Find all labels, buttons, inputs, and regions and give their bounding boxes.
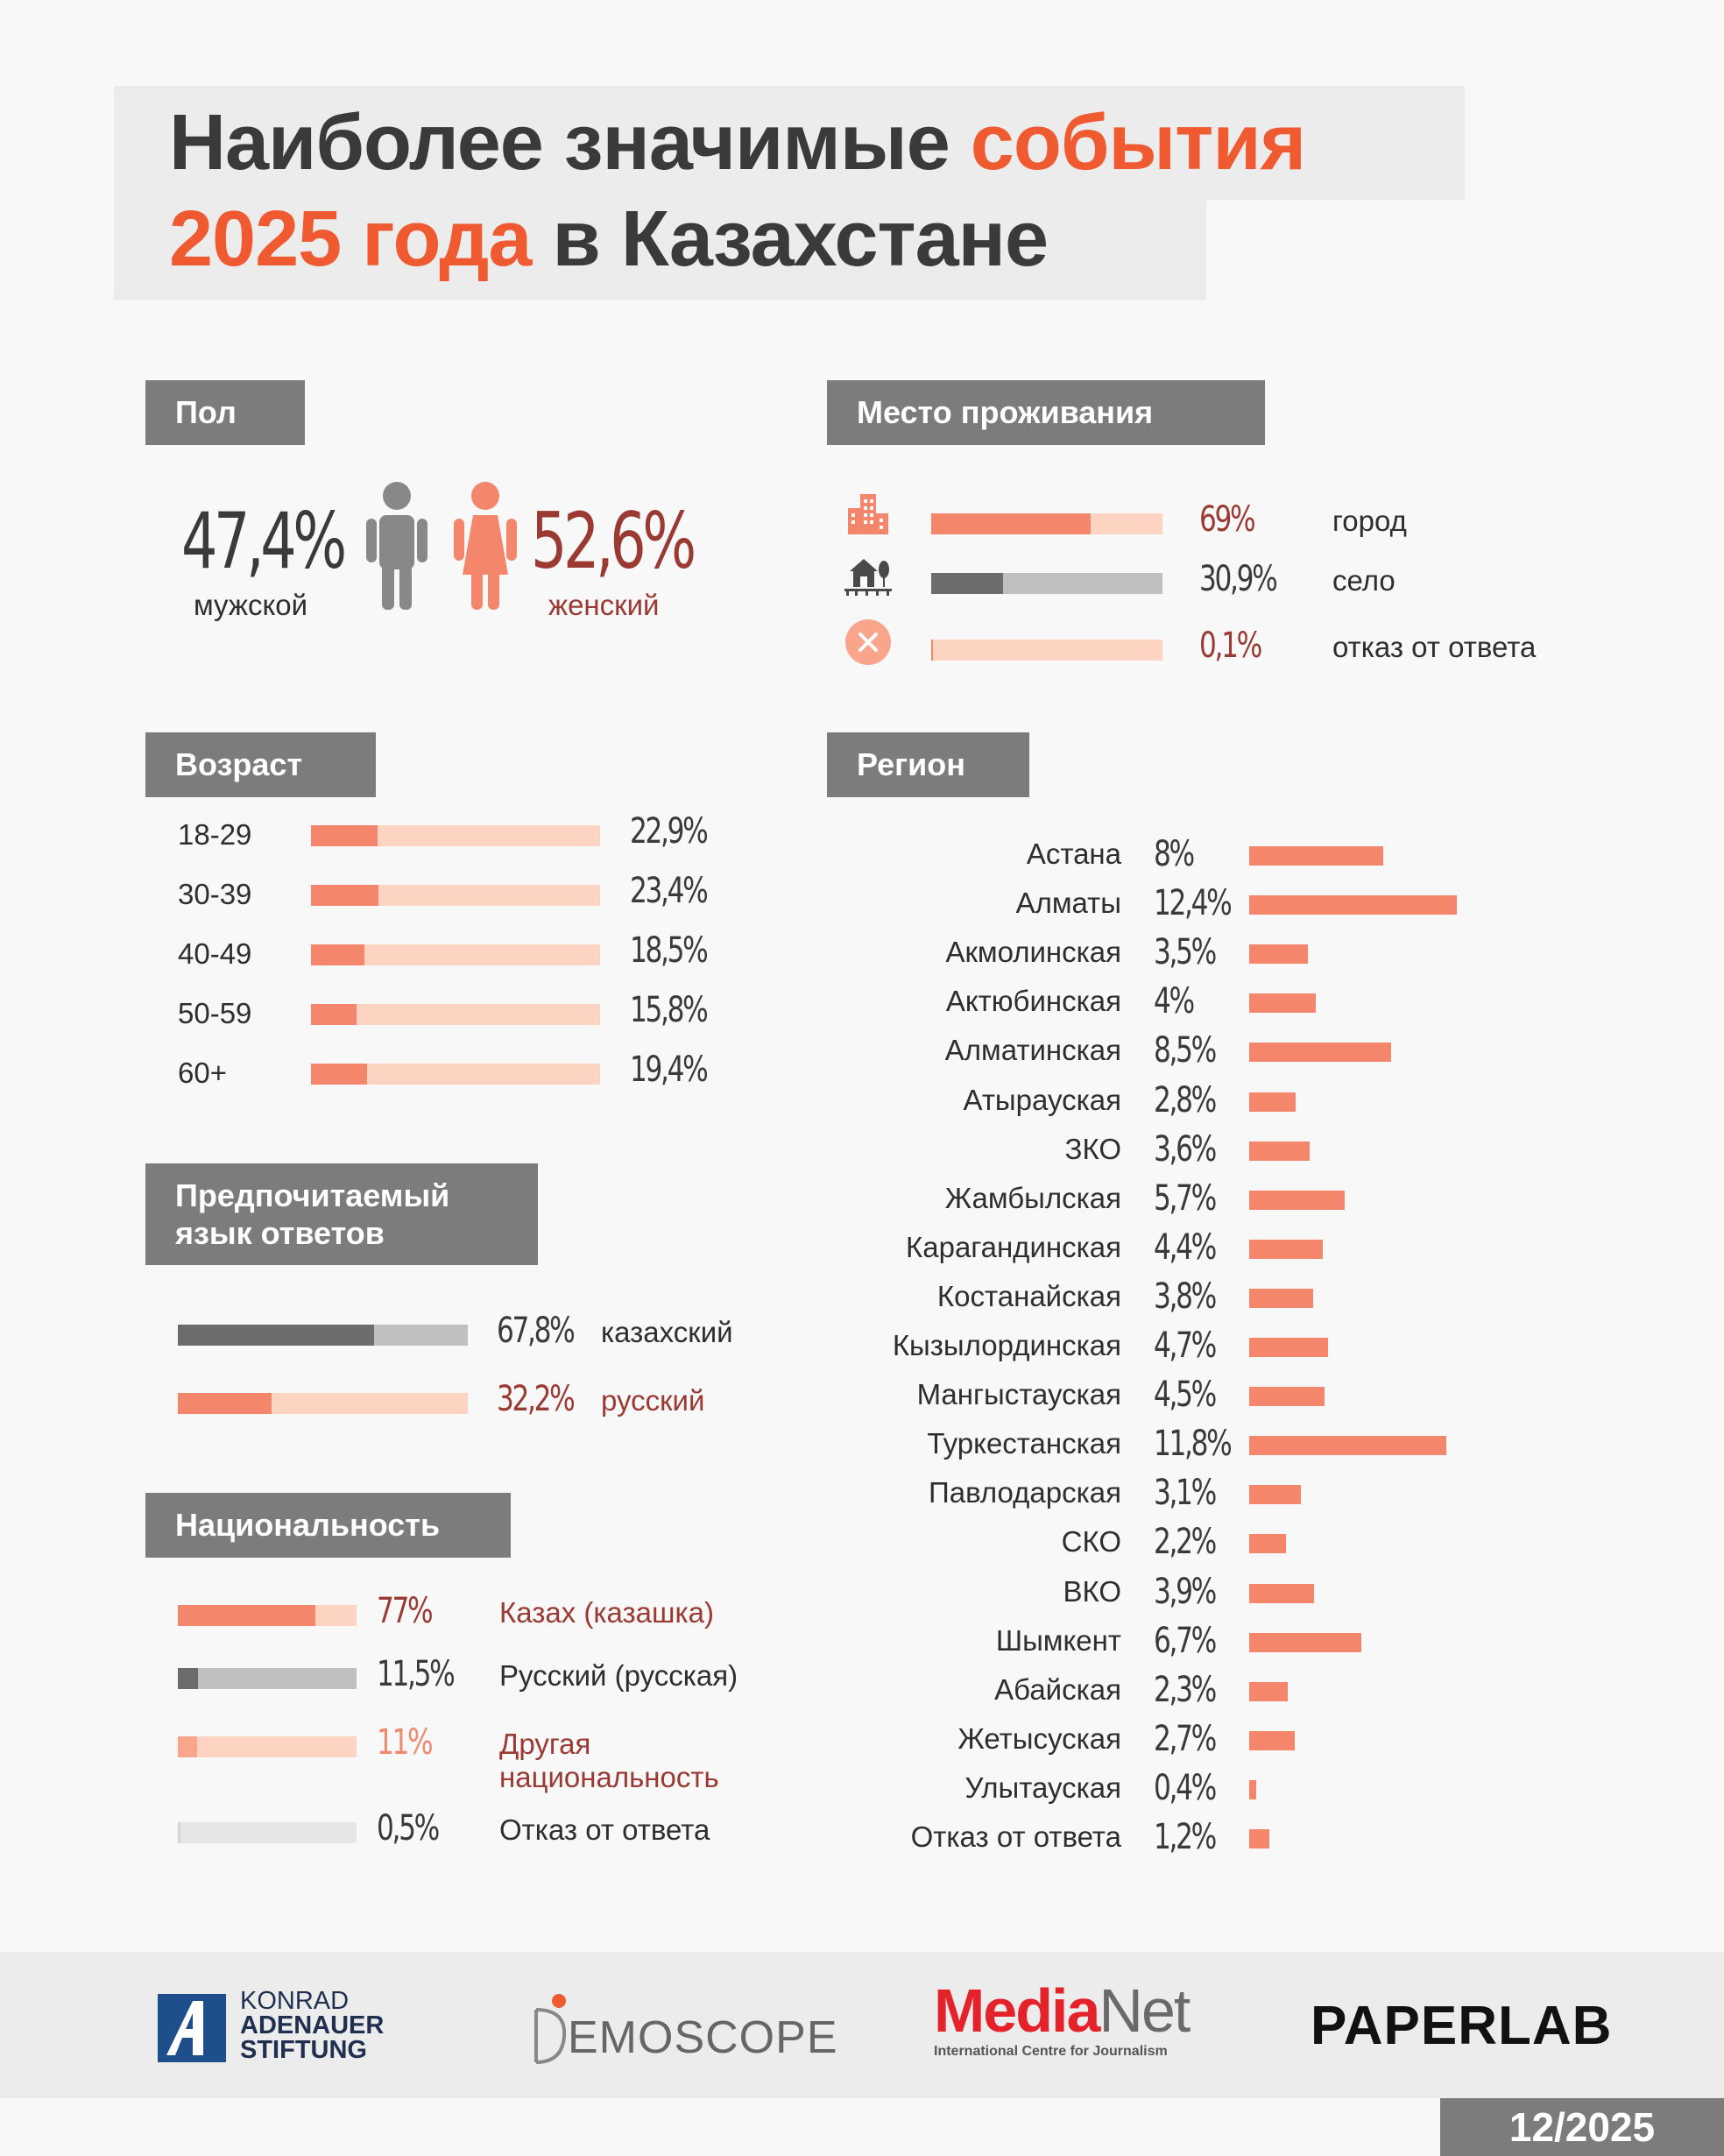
residence-bar-track: [931, 640, 1162, 661]
region-label: СКО: [1061, 1525, 1121, 1559]
language-percent: 32,2%: [497, 1379, 574, 1419]
title-accent-year: 2025 года: [169, 195, 532, 283]
region-label: ЗКО: [1064, 1132, 1121, 1165]
region-bar: [1249, 944, 1308, 964]
paperlab-logo: PAPERLAB: [1311, 1996, 1613, 2056]
language-bar-fill: [178, 1393, 272, 1414]
region-label: Алматы: [1015, 887, 1121, 920]
male-percent: 47,4%: [181, 496, 343, 586]
nationality-label: Отказ от ответа: [499, 1813, 710, 1846]
region-bar: [1249, 1633, 1361, 1652]
region-percent: 3,8%: [1154, 1276, 1215, 1317]
region-label: Шымкент: [995, 1623, 1121, 1657]
nationality-bar-track: [178, 1668, 357, 1689]
region-percent: 2,8%: [1154, 1079, 1215, 1120]
male-label: мужской: [194, 589, 308, 621]
age-bar-fill: [311, 944, 364, 965]
region-label: Акмолинская: [945, 936, 1121, 969]
residence-bar-fill: [931, 640, 933, 661]
section-header-language-line2: язык ответов: [175, 1215, 385, 1251]
language-bar-fill: [178, 1325, 374, 1346]
age-label: 18-29: [178, 818, 252, 851]
region-percent: 4,5%: [1154, 1375, 1215, 1416]
medianet-media: Media: [934, 1976, 1099, 2045]
region-label: ВКО: [1063, 1574, 1121, 1608]
age-percent: 22,9%: [630, 811, 707, 852]
nationality-bar-track: [178, 1605, 357, 1626]
region-label: Алматинская: [944, 1034, 1121, 1067]
region-percent: 3,6%: [1154, 1128, 1215, 1170]
age-bar-track: [311, 944, 600, 965]
region-label: Абайская: [994, 1672, 1121, 1706]
village-icon: [844, 552, 892, 596]
region-bar: [1249, 1731, 1295, 1750]
region-label: Мангыстауская: [916, 1378, 1121, 1411]
section-header-gender: Пол: [145, 380, 305, 445]
age-bar-fill: [311, 1004, 357, 1025]
age-percent: 23,4%: [630, 871, 707, 911]
kas-line3: STIFTUNG: [240, 2036, 367, 2064]
region-label: Улытауская: [964, 1771, 1121, 1804]
region-percent: 3,5%: [1154, 932, 1215, 973]
region-bar: [1249, 1485, 1301, 1504]
male-icon: [364, 480, 429, 611]
residence-bar-track: [931, 513, 1162, 534]
region-label: Жамбылская: [944, 1181, 1121, 1214]
age-bar-fill: [311, 825, 378, 846]
age-bar-fill: [311, 885, 378, 906]
city-icon: [846, 491, 890, 536]
page-title-line2: [169, 195, 1049, 283]
region-percent: 8%: [1154, 834, 1193, 874]
section-header-language-line1: Предпочитаемый: [175, 1177, 450, 1213]
nationality-label: Другая национальность: [499, 1728, 719, 1793]
region-bar: [1249, 1240, 1323, 1259]
language-bar-track: [178, 1393, 468, 1414]
age-percent: 15,8%: [630, 990, 707, 1030]
region-label: Костанайская: [936, 1279, 1121, 1312]
region-percent: 5,7%: [1154, 1177, 1215, 1219]
region-percent: 2,2%: [1154, 1522, 1215, 1563]
region-bar: [1249, 1142, 1310, 1161]
region-percent: 12,4%: [1154, 883, 1231, 924]
age-label: 60+: [178, 1057, 227, 1089]
language-bar-track: [178, 1325, 468, 1346]
age-percent: 18,5%: [630, 930, 707, 971]
section-header-residence: Место проживания: [827, 380, 1265, 445]
residence-label: город: [1332, 505, 1407, 537]
age-bar-track: [311, 1004, 600, 1025]
region-bar: [1249, 1584, 1314, 1603]
region-bar: [1249, 1191, 1345, 1210]
kas-logo-mark: [158, 1994, 226, 2062]
date-badge: 12/2025: [1440, 2098, 1724, 2156]
residence-bar-fill: [931, 513, 1091, 534]
nationality-percent: 11,5%: [377, 1654, 454, 1694]
region-label: Туркестанская: [927, 1427, 1121, 1460]
region-bar: [1249, 1436, 1446, 1455]
section-header-age: Возраст: [145, 732, 376, 797]
age-label: 50-59: [178, 997, 252, 1029]
residence-label: село: [1332, 564, 1395, 597]
language-label: казахский: [601, 1316, 733, 1348]
region-bar: [1249, 1829, 1269, 1849]
region-percent: 1,2%: [1154, 1817, 1215, 1857]
female-percent: 52,6%: [531, 496, 693, 586]
region-bar: [1249, 1780, 1256, 1799]
region-label: Отказ от ответа: [910, 1820, 1121, 1853]
female-label: женский: [548, 589, 660, 621]
residence-bar-track: [931, 573, 1162, 594]
region-bar: [1249, 1682, 1288, 1701]
cross-icon: [844, 619, 892, 666]
nationality-percent: 0,5%: [377, 1808, 438, 1849]
age-bar-track: [311, 825, 600, 846]
residence-percent: 69%: [1199, 499, 1254, 540]
region-label: Павлодарская: [929, 1476, 1121, 1509]
region-bar: [1249, 1043, 1391, 1062]
kas-logo-icon: [158, 1994, 226, 2062]
nationality-label: Русский (русская): [499, 1659, 738, 1692]
title-dark-country: в Казахстане: [552, 195, 1049, 283]
region-percent: 2,7%: [1154, 1718, 1215, 1759]
language-percent: 67,8%: [497, 1311, 574, 1351]
region-percent: 8,5%: [1154, 1030, 1215, 1071]
region-bar: [1249, 1534, 1286, 1553]
region-label: Жетысуская: [957, 1721, 1121, 1755]
region-percent: 6,7%: [1154, 1620, 1215, 1661]
page-title-line1: [169, 99, 1306, 187]
region-bar: [1249, 846, 1383, 866]
language-label: русский: [601, 1384, 705, 1417]
region-bar: [1249, 993, 1316, 1013]
medianet-net: Net: [1099, 1976, 1190, 2045]
region-percent: 3,1%: [1154, 1473, 1215, 1514]
region-label: Кызылординская: [892, 1329, 1121, 1361]
region-label: Астана: [1026, 838, 1121, 870]
nationality-bar-fill: [178, 1822, 180, 1843]
nationality-bar-track: [178, 1736, 357, 1757]
region-percent: 0,4%: [1154, 1767, 1215, 1808]
kas-logo-text: [240, 1989, 384, 2062]
region-percent: 11,8%: [1154, 1424, 1231, 1465]
region-label: Карагандинская: [906, 1230, 1121, 1263]
section-header-region: Регион: [827, 732, 1029, 797]
region-percent: 4%: [1154, 981, 1193, 1022]
region-percent: 4,4%: [1154, 1226, 1215, 1268]
age-label: 40-49: [178, 937, 252, 970]
demoscope-logo: [533, 1982, 838, 2066]
age-bar-fill: [311, 1064, 367, 1085]
nationality-bar-track: [178, 1822, 357, 1843]
residence-bar-fill: [931, 573, 1003, 594]
nationality-label: Казах (казашка): [499, 1596, 714, 1629]
region-bar: [1249, 895, 1457, 915]
region-percent: 2,3%: [1154, 1669, 1215, 1710]
region-percent: 4,7%: [1154, 1325, 1215, 1366]
kas-line1: KONRAD: [240, 1987, 350, 2015]
medianet-logo: [934, 1976, 1190, 2059]
medianet-subtitle: International Centre for Journalism: [934, 2044, 1168, 2059]
title-accent-part: события: [970, 99, 1306, 187]
kas-line2: ADENAUER: [240, 2011, 385, 2039]
title-dark-part: Наиболее значимые: [169, 99, 950, 187]
region-label: Актюбинская: [945, 985, 1121, 1018]
residence-percent: 30,9%: [1199, 559, 1276, 599]
nationality-bar-fill: [178, 1736, 197, 1757]
female-icon: [450, 480, 520, 611]
residence-percent: 0,1%: [1199, 626, 1261, 666]
section-header-language: [145, 1163, 538, 1265]
age-label: 30-39: [178, 878, 252, 910]
section-header-nationality: Национальность: [145, 1493, 511, 1558]
nationality-percent: 11%: [377, 1722, 432, 1763]
age-bar-track: [311, 885, 600, 906]
region-label: Атырауская: [963, 1083, 1121, 1116]
region-bar: [1249, 1289, 1313, 1308]
demoscope-logo-text: EMOSCOPE: [568, 2012, 838, 2063]
region-bar: [1249, 1338, 1328, 1357]
region-percent: 3,9%: [1154, 1571, 1215, 1612]
nationality-bar-fill: [178, 1605, 315, 1626]
region-bar: [1249, 1092, 1296, 1112]
region-bar: [1249, 1387, 1325, 1406]
nationality-bar-fill: [178, 1668, 198, 1689]
nationality-percent: 77%: [377, 1591, 432, 1631]
age-percent: 19,4%: [630, 1050, 707, 1090]
demoscope-logo-icon: [533, 1992, 568, 2066]
age-bar-track: [311, 1064, 600, 1085]
residence-label: отказ от ответа: [1332, 631, 1537, 663]
